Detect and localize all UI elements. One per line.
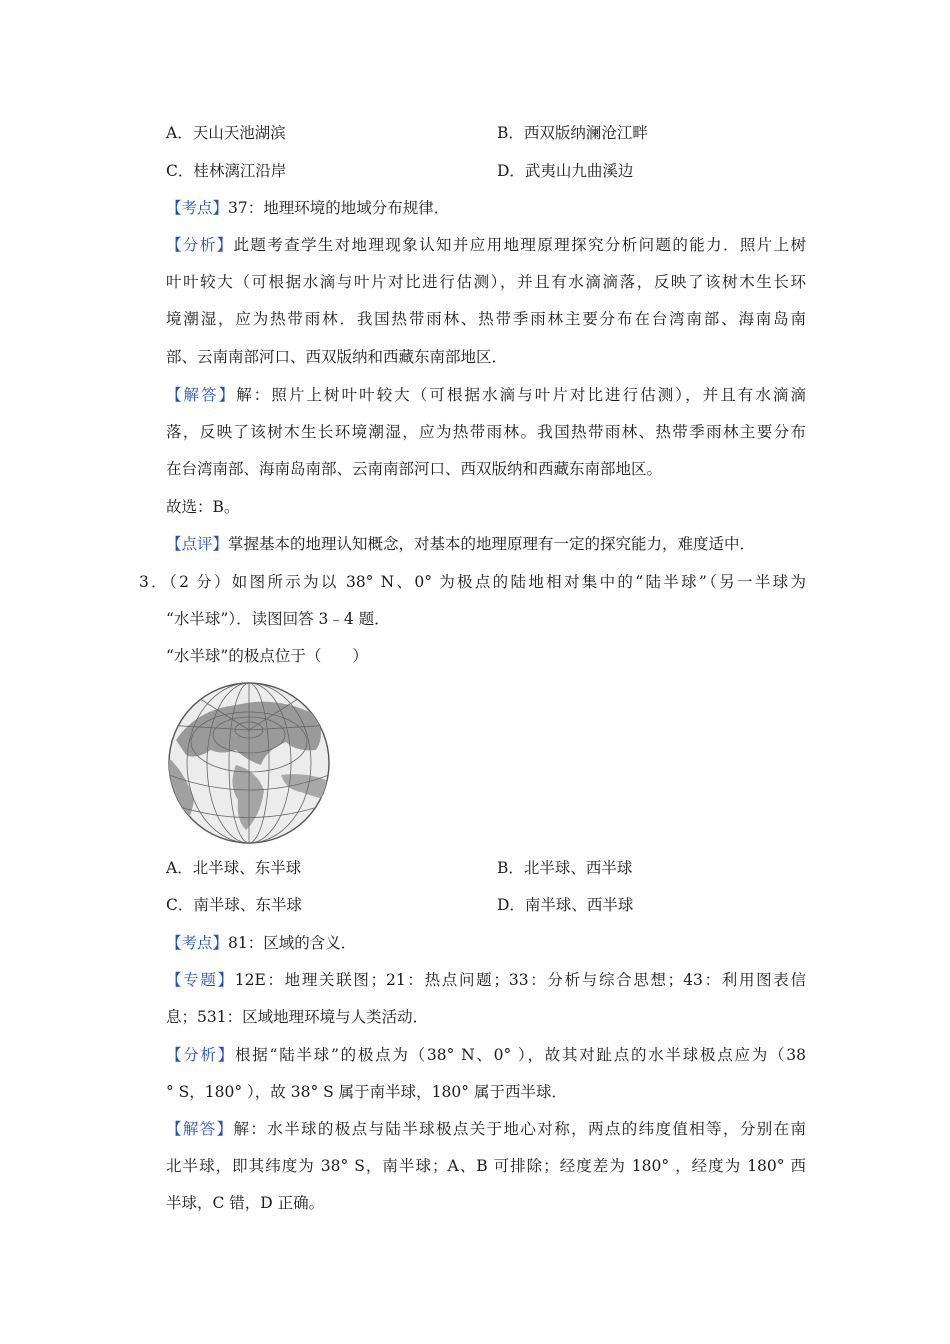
jieda-tag: 【解答】 bbox=[166, 386, 237, 404]
fenxi-text: 此题考查学生对地理现象认知并应用地理原理探究分析问题的能力．照片上树 bbox=[233, 236, 806, 254]
q3-kaodian bbox=[166, 932, 356, 954]
q3-stem-line-2: “水半球”）．读图回答 3﹣4 题． bbox=[166, 610, 390, 628]
q2-kaodian bbox=[166, 197, 449, 219]
q3-option-d: D．南半球、西半球 bbox=[497, 896, 634, 914]
kaodian-text: 37：地理环境的地域分布规律． bbox=[228, 199, 450, 217]
dianping-text: 掌握基本的地理认知概念，对基本的地理原理有一定的探究能力，难度适中． bbox=[228, 535, 756, 553]
kaodian-text: 81：区域的含义． bbox=[228, 934, 357, 952]
q3-question: “水半球”的极点位于（ ） bbox=[166, 647, 368, 665]
q2-option-b: B．西双版纳澜沧江畔 bbox=[497, 124, 648, 142]
q2-jieda-line-3: 在台湾南部、海南岛南部、云南南部河口、西双版纳和西藏东南部地区。 bbox=[166, 460, 663, 478]
q2-option-a: A．天山天池湖滨 bbox=[166, 124, 286, 142]
q2-dianping bbox=[166, 533, 755, 555]
q3-jieda-line-1 bbox=[166, 1118, 806, 1140]
jieda-text: 解：水半球的极点与陆半球极点关于地心对称，两点的纬度值相等，分别在南 bbox=[233, 1120, 806, 1138]
land-hemisphere-globe-image bbox=[166, 680, 332, 846]
q3-option-c: C．南半球、东半球 bbox=[166, 896, 302, 914]
zhuanti-text: 12E：地理关联图；21：热点问题；33：分析与综合思想；43：利用图表信 bbox=[234, 971, 806, 989]
q3-fenxi-line-1 bbox=[166, 1044, 806, 1066]
q2-answer: 故选：B。 bbox=[166, 498, 240, 516]
q2-option-d: D．武夷山九曲溪边 bbox=[497, 162, 634, 180]
q2-jieda-line-1 bbox=[166, 384, 806, 406]
jieda-text: 解：照片上树叶叶较大（可根据水滴与叶片对比进行估测），并且有水滴滴 bbox=[236, 386, 806, 404]
q2-fenxi-line-4: 部、云南南部河口、西双版纳和西藏东南部地区． bbox=[166, 348, 508, 366]
kaodian-tag: 【考点】 bbox=[166, 934, 229, 952]
q2-fenxi-line-2: 叶叶较大（可根据水滴与叶片对比进行估测），并且有水滴滴落，反映了该树木生长环 bbox=[166, 273, 806, 291]
zhuanti-tag: 【专题】 bbox=[166, 971, 235, 989]
fenxi-tag: 【分析】 bbox=[166, 1046, 236, 1064]
q3-jieda-line-2: 北半球，即其纬度为 38° S，南半球；A、B 可排除；经度差为 180° ，经度为 180° 西 bbox=[166, 1157, 806, 1175]
dianping-tag: 【点评】 bbox=[166, 535, 229, 553]
q2-fenxi-line-1 bbox=[166, 234, 806, 256]
q2-fenxi-line-3: 境潮湿，应为热带雨林．我国热带雨林、热带季雨林主要分布在台湾南部、海南岛南 bbox=[166, 310, 806, 328]
q3-option-a: A．北半球、东半球 bbox=[166, 859, 302, 877]
fenxi-tag: 【分析】 bbox=[166, 236, 234, 254]
q3-zhuanti-line-2: 息；531：区域地理环境与人类活动． bbox=[166, 1008, 429, 1026]
q3-fenxi-line-2: ° S，180° ），故 38° S 属于南半球，180° 属于西半球． bbox=[166, 1083, 567, 1101]
q2-jieda-line-2: 落，反映了该树木生长环境潮湿，应为热带雨林。我国热带雨林、热带季雨林主要分布 bbox=[166, 423, 806, 441]
jieda-tag: 【解答】 bbox=[166, 1120, 234, 1138]
q3-jieda-line-3: 半球，C 错，D 正确。 bbox=[166, 1194, 325, 1212]
q3-stem-line-1: 3．（2 分）如图所示为以 38° N、0° 为极点的陆地相对集中的“陆半球”（另一半球为 bbox=[139, 573, 806, 591]
fenxi-text: 根据“陆半球”的极点为（38° N、0° ），故其对趾点的水半球极点应为（38 bbox=[235, 1046, 806, 1064]
q3-option-b: B．北半球、西半球 bbox=[497, 859, 633, 877]
kaodian-tag: 【考点】 bbox=[166, 199, 229, 217]
q2-option-c: C．桂林漓江沿岸 bbox=[166, 162, 287, 180]
q3-zhuanti-line-1 bbox=[166, 969, 806, 991]
